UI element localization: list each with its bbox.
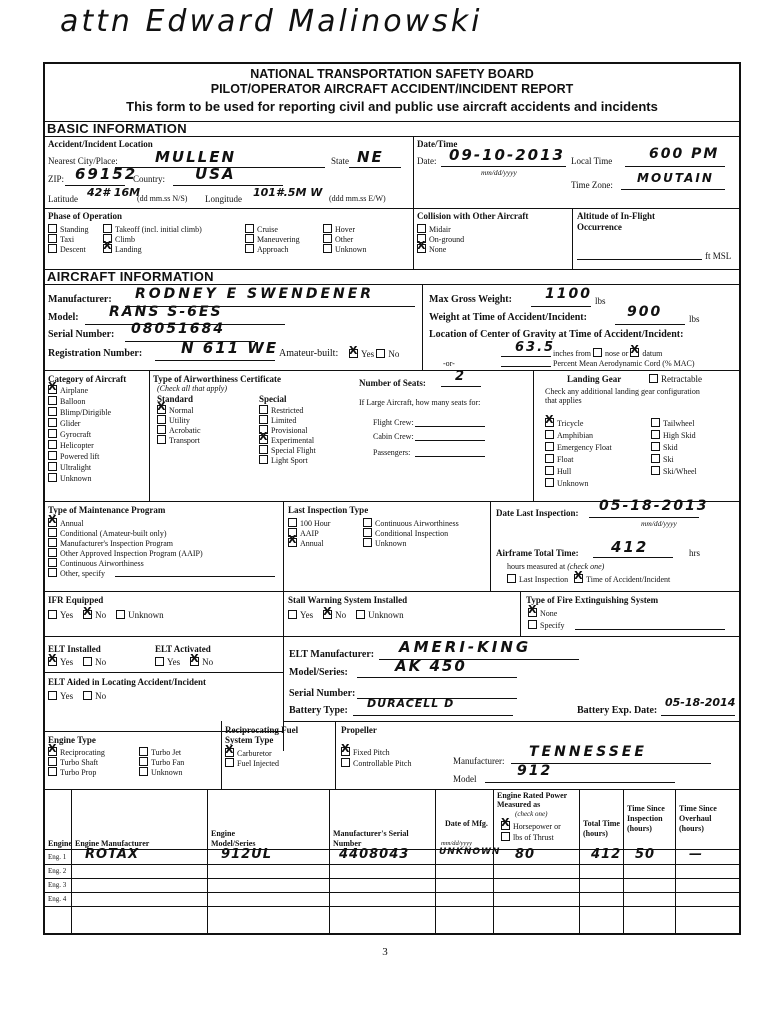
gear-right-checkbox-2[interactable] (651, 442, 660, 451)
longitude-label: Longitude (205, 194, 242, 204)
phase-label-8: Approach (257, 245, 289, 254)
maint-label-0: Annual (60, 519, 84, 528)
model-value: RANS S-6ES (109, 304, 223, 320)
maint-label-4: Continuous Airworthiness (60, 559, 144, 568)
gear-note: Check any additional landing gear configuration that applies (545, 387, 700, 405)
standard-checkbox-2[interactable] (157, 425, 166, 434)
categories-checkbox-0[interactable] (48, 385, 57, 394)
seats-value: 2 (455, 369, 467, 384)
gear-left-label-1: Amphibian (557, 431, 593, 440)
ntsb-form (43, 62, 741, 935)
eng-a-checkbox-1[interactable] (48, 757, 57, 766)
collisions-checkbox-0[interactable] (417, 224, 426, 233)
gear-left-checkbox-0[interactable] (545, 418, 554, 427)
agency-title: NATIONAL TRANSPORTATION SAFETY BOARD (250, 67, 534, 81)
inspect-b-checkbox-0[interactable] (363, 518, 372, 527)
fuel-checkbox-0[interactable] (225, 748, 234, 757)
phase-checkbox-10[interactable] (323, 234, 332, 243)
standard-checkbox-1[interactable] (157, 415, 166, 424)
engine-row-1-power: 80 (515, 847, 536, 862)
phase-label-7: Maneuvering (257, 235, 300, 244)
registration-label: Registration Number: (48, 348, 143, 359)
categories-checkbox-7[interactable] (48, 462, 57, 471)
last-inspection-label: Last Inspection Type (288, 505, 369, 515)
gear-right-label-2: Skid (663, 443, 678, 452)
mgw-unit: lbs (595, 296, 606, 306)
fuel-label-1: Fuel Injected (237, 759, 279, 768)
zip-value: 69152 (75, 165, 138, 183)
elt-manufacturer-label: ELT Manufacturer: (289, 649, 375, 660)
collisions-label-1: On-ground (429, 235, 465, 244)
registration-value: N 611 WE (181, 339, 279, 357)
gear-left-label-0: Tricycle (557, 419, 584, 428)
fire-ext-label: Type of Fire Extinguishing System (526, 595, 659, 605)
cg-nose-label: nose or (605, 349, 629, 358)
altitude-label: Altitude of In-Flight Occurrence (577, 211, 656, 232)
gear-right-checkbox-1[interactable] (651, 430, 660, 439)
fire-label-0: None (540, 609, 558, 618)
time-of-accident-checkbox[interactable] (574, 574, 583, 583)
stall-checkbox-0[interactable] (288, 610, 297, 619)
prop-label-0: Fixed Pitch (353, 748, 390, 757)
col-since-overhaul: Time Since Overhaul (hours) (679, 804, 717, 833)
eng-b-checkbox-1[interactable] (139, 757, 148, 766)
categories-label-1: Balloon (60, 397, 86, 406)
battery-type-value: DURACELL D (367, 697, 455, 710)
prop-manufacturer-label: Manufacturer: (453, 756, 505, 766)
inspect-b-checkbox-1[interactable] (363, 528, 372, 537)
gear-left-label-4: Hull (557, 467, 572, 476)
country-label: Country: (133, 174, 166, 184)
datetime-label: Date/Time (417, 139, 458, 149)
collision-label: Collision with Other Aircraft (417, 211, 529, 221)
fuel-label-0: Carburetor (237, 749, 272, 758)
special-checkbox-5[interactable] (259, 455, 268, 464)
maint-checkbox-1[interactable] (48, 528, 57, 537)
date-format: mm/dd/yyyy (481, 168, 517, 177)
section-basic-information: BASIC INFORMATION (47, 121, 187, 136)
stall-warning-label: Stall Warning System Installed (288, 595, 408, 605)
categories-label-3: Glider (60, 419, 81, 428)
check-one-note: (check one) (567, 562, 605, 571)
engine-row-1-serial: 4408043 (339, 847, 410, 862)
airframe-unit: hrs (689, 548, 700, 558)
elt-aid-label-0: Yes (60, 691, 74, 701)
cg-units: inches from (553, 349, 591, 358)
col-date-mfg: Date of Mfg. (445, 819, 488, 828)
country-value: USA (195, 165, 236, 183)
phase-checkbox-1[interactable] (48, 234, 57, 243)
time-zone-label: Time Zone: (571, 180, 613, 190)
cg-nose-checkbox[interactable] (593, 348, 602, 357)
maint-label-2: Manufacturer's Inspection Program (60, 539, 173, 548)
phase-checkbox-9[interactable] (323, 224, 332, 233)
engine-row-1-insp: 50 (635, 847, 656, 862)
eng-b-label-2: Unknown (151, 768, 183, 777)
categories-checkbox-5[interactable] (48, 440, 57, 449)
col-power: Engine Rated Power Measured as (497, 791, 568, 809)
local-time-value: 600 PM (649, 146, 720, 162)
ifr-label: IFR Equipped (48, 595, 104, 605)
amateur-yes-checkbox[interactable] (349, 349, 358, 358)
seats-label: Number of Seats: (359, 378, 426, 388)
prop-checkbox-1[interactable] (341, 758, 350, 767)
standard-label-2: Acrobatic (169, 426, 201, 435)
date-last-inspection-value: 05-18-2013 (599, 498, 709, 514)
standard-label-1: Utility (169, 416, 190, 425)
inspect-b-label-1: Conditional Inspection (375, 529, 449, 538)
special-label-4: Special Flight (271, 446, 316, 455)
cg-datum-label: datum (642, 349, 663, 358)
horsepower-option: Horsepower or (513, 822, 561, 831)
maint-checkbox-4[interactable] (48, 558, 57, 567)
collisions-checkbox-2[interactable] (417, 244, 426, 253)
gear-right-checkbox-4[interactable] (651, 466, 660, 475)
categories-checkbox-8[interactable] (48, 473, 57, 482)
phase-label-0: Standing (60, 225, 89, 234)
categories-label-4: Gyrocraft (60, 430, 92, 439)
manufacturer-value: RODNEY E SWENDENER (135, 286, 375, 302)
max-gross-weight-value: 1100 (545, 286, 592, 302)
eng-a-label-1: Turbo Shaft (60, 758, 99, 767)
stall-label-1: No (335, 610, 347, 620)
horsepower-checkbox[interactable] (501, 821, 510, 830)
date-last-inspection-label: Date Last Inspection: (496, 508, 579, 518)
categories-checkbox-1[interactable] (48, 396, 57, 405)
special-checkbox-4[interactable] (259, 445, 268, 454)
manufacturer-label: Manufacturer: (48, 294, 112, 305)
fuel-system-label: Reciprocating Fuel System Type (225, 725, 299, 745)
standard-label-0: Normal (169, 406, 194, 415)
maint-checkbox-5[interactable] (48, 568, 57, 577)
phase-label-10: Other (335, 235, 354, 244)
elt-manufacturer-value: AMERI-KING (399, 638, 532, 656)
date-value: 09-10-2013 (449, 146, 565, 164)
prop-manufacturer-value: TENNESSEE (529, 744, 647, 760)
engine-row-1-date: UNKNOWN (439, 847, 501, 857)
engine-row-1-eng: Eng. 1 (48, 853, 67, 861)
col-total-time: Total Time (hours) (583, 819, 620, 838)
time-of-accident-option: Time of Accident/Incident (586, 575, 671, 584)
gear-right-checkbox-0[interactable] (651, 418, 660, 427)
phase-label-3: Takeoff (incl. initial climb) (115, 225, 202, 234)
phase-checkbox-0[interactable] (48, 224, 57, 233)
col-date-format: mm/dd/yyyy (441, 840, 473, 847)
page-number: 3 (382, 946, 388, 958)
form-title: PILOT/OPERATOR AIRCRAFT ACCIDENT/INCIDENT REPORT (210, 82, 574, 96)
elt-installed-label: ELT Installed (48, 644, 101, 654)
elt-activated-label: ELT Activated (155, 644, 211, 654)
special-label-1: Limited (271, 416, 297, 425)
engine-row-4-eng: Eng. 4 (48, 895, 67, 903)
special-label-3: Experimental (271, 436, 315, 445)
weight-unit: lbs (689, 314, 700, 324)
gear-left-label-2: Emergency Float (557, 443, 612, 452)
maintenance-label: Type of Maintenance Program (48, 505, 166, 515)
elt-inst-label-1: No (95, 657, 107, 667)
gear-left-checkbox-3[interactable] (545, 454, 554, 463)
elt-act-label-1: No (202, 657, 214, 667)
special-label: Special (259, 394, 287, 404)
engine-row-1-oh: — (689, 847, 703, 862)
airframe-time-label: Airframe Total Time: (496, 548, 579, 558)
phase-checkbox-5[interactable] (103, 244, 112, 253)
gear-right-label-0: Tailwheel (663, 419, 695, 428)
engine-row-1-model: 912UL (221, 847, 272, 862)
fuel-checkbox-1[interactable] (225, 758, 234, 767)
phase-checkbox-2[interactable] (48, 244, 57, 253)
elt-serial-label: Serial Number: (289, 688, 356, 699)
phase-of-operation-label: Phase of Operation (48, 211, 122, 221)
large-aircraft-label: If Large Aircraft, how many seats for: (359, 398, 481, 407)
inspect-b-checkbox-2[interactable] (363, 538, 372, 547)
gear-right-label-3: Ski (663, 455, 674, 464)
elt-model-label: Model/Series: (289, 667, 348, 678)
maint-checkbox-0[interactable] (48, 518, 57, 527)
inspect-b-label-2: Unknown (375, 539, 407, 548)
categories-label-0: Airplane (60, 386, 88, 395)
maint-label-1: Conditional (Amateur-built only) (60, 529, 167, 538)
ifr-checkbox-2[interactable] (116, 610, 125, 619)
gear-left-label-3: Float (557, 455, 574, 464)
phase-label-2: Descent (60, 245, 86, 254)
latitude-format: (dd mm.ss N/S) (137, 194, 188, 203)
ifr-checkbox-1[interactable] (83, 610, 92, 619)
col-engine-model: Engine Model/Series (211, 829, 256, 848)
amateur-built-label: Amateur-built: (279, 348, 339, 359)
standard-checkbox-0[interactable] (157, 405, 166, 414)
battery-exp-label: Battery Exp. Date: (577, 705, 658, 716)
gear-right-checkbox-3[interactable] (651, 454, 660, 463)
fire-checkbox-1[interactable] (528, 620, 537, 629)
maint-checkbox-3[interactable] (48, 548, 57, 557)
eng-b-checkbox-0[interactable] (139, 747, 148, 756)
standard-label: Standard (157, 394, 194, 404)
latitude-label: Latitude (48, 194, 78, 204)
cg-datum-checkbox[interactable] (630, 348, 639, 357)
categories-checkbox-2[interactable] (48, 407, 57, 416)
serial-value: 08051684 (131, 321, 225, 337)
categories-label-8: Unknown (60, 474, 92, 483)
gear-left-checkbox-5[interactable] (545, 478, 554, 487)
elt-inst-checkbox-0[interactable] (48, 657, 57, 666)
category-label: Category of Aircraft (48, 374, 127, 384)
elt-model-value: AK 450 (395, 657, 467, 675)
phase-checkbox-3[interactable] (103, 224, 112, 233)
categories-checkbox-6[interactable] (48, 451, 57, 460)
city-label: Nearest City/Place: (48, 156, 118, 166)
engine-row-1-mfr: ROTAX (85, 847, 140, 862)
serial-label: Serial Number: (48, 329, 115, 340)
special-checkbox-0[interactable] (259, 405, 268, 414)
longitude-value: 101#.5M W (253, 186, 323, 199)
engine-row-1-total: 412 (591, 847, 622, 862)
standard-label-3: Transport (169, 436, 200, 445)
stall-label-0: Yes (300, 610, 314, 620)
time-zone-value: MOUTAIN (637, 171, 714, 185)
ifr-label-1: No (95, 610, 107, 620)
fire-label-1: Specify (540, 621, 565, 630)
passengers-label: Passengers: (373, 448, 411, 457)
special-checkbox-3[interactable] (259, 435, 268, 444)
maint-label-3: Other Approved Inspection Program (AAIP) (60, 549, 203, 558)
city-value: MULLEN (155, 148, 237, 166)
local-time-label: Local Time (571, 156, 613, 166)
phase-checkbox-11[interactable] (323, 244, 332, 253)
categories-label-6: Powered lift (60, 452, 100, 461)
categories-checkbox-4[interactable] (48, 429, 57, 438)
amateur-no-checkbox[interactable] (376, 349, 385, 358)
gear-right-label-4: Ski/Wheel (663, 467, 697, 476)
special-label-0: Restricted (271, 406, 304, 415)
prop-label-1: Controllable Pitch (353, 759, 412, 768)
eng-b-checkbox-2[interactable] (139, 767, 148, 776)
last-inspection-option: Last Inspection (519, 575, 569, 584)
airworthiness-note: (Check all that apply) (157, 384, 227, 393)
state-value: NE (357, 148, 384, 166)
stall-label-2: Unknown (368, 610, 404, 620)
engine-type-label: Engine Type (48, 735, 96, 745)
battery-exp-value: 05-18-2014 (665, 696, 736, 709)
latitude-value: 42# 16M (87, 186, 141, 199)
date-label: Date: (417, 156, 437, 166)
categories-label-2: Blimp/Dirigible (60, 408, 112, 417)
landing-gear-label: Landing Gear (567, 374, 622, 384)
amateur-yes-label: Yes (361, 349, 375, 359)
collisions-label-2: None (429, 245, 447, 254)
phase-label-4: Climb (115, 235, 136, 244)
phase-checkbox-8[interactable] (245, 244, 254, 253)
eng-a-checkbox-2[interactable] (48, 767, 57, 776)
phase-label-5: Landing (115, 245, 142, 254)
engine-row-3-eng: Eng. 3 (48, 881, 67, 889)
col-power-note: (check one) (515, 810, 548, 818)
elt-act-checkbox-1[interactable] (190, 657, 199, 666)
hours-measured-label: hours measured at (507, 562, 566, 571)
phase-label-1: Taxi (60, 235, 75, 244)
model-label: Model: (48, 312, 79, 323)
thrust-checkbox[interactable] (501, 832, 510, 841)
elt-inst-checkbox-1[interactable] (83, 657, 92, 666)
zip-label: ZIP: (48, 174, 65, 184)
inspection-date-format: mm/dd/yyyy (641, 519, 677, 528)
categories-label-7: Ultralight (60, 463, 92, 472)
amateur-no-label: No (388, 349, 400, 359)
retractable-checkbox[interactable] (649, 374, 658, 383)
prop-model-value: 912 (517, 763, 553, 779)
inspect-a-label-0: 100 Hour (300, 519, 331, 528)
ifr-label-2: Unknown (128, 610, 164, 620)
phase-label-9: Hover (335, 225, 355, 234)
prop-model-label: Model (453, 774, 477, 784)
categories-checkbox-3[interactable] (48, 418, 57, 427)
col-engine-manufacturer: Engine Manufacturer (75, 839, 150, 848)
cg-value: 63.5 (515, 340, 556, 355)
state-label: State (331, 156, 349, 166)
eng-a-checkbox-0[interactable] (48, 747, 57, 756)
retractable-label: Retractable (661, 374, 702, 384)
thrust-option: lbs of Thrust (513, 833, 554, 842)
maint-label-5: Other, specify (60, 569, 105, 578)
weight-at-time-value: 900 (627, 304, 663, 320)
stall-checkbox-2[interactable] (356, 610, 365, 619)
gear-left-checkbox-1[interactable] (545, 430, 554, 439)
handwritten-signature: attn Edward Malinowski (60, 4, 483, 39)
gear-left-checkbox-4[interactable] (545, 466, 554, 475)
longitude-format: (ddd mm.ss E/W) (329, 194, 386, 203)
fire-checkbox-0[interactable] (528, 608, 537, 617)
flight-crew-label: Flight Crew: (373, 418, 414, 427)
collisions-label-0: Midair (429, 225, 451, 234)
location-label: Accident/Incident Location (48, 139, 153, 149)
cg-or: -or- (443, 359, 455, 368)
phase-checkbox-7[interactable] (245, 234, 254, 243)
elt-act-checkbox-0[interactable] (155, 657, 164, 666)
form-subtitle: This form to be used for reporting civil and public use aircraft accidents and incidents (126, 99, 658, 114)
elt-aid-checkbox-0[interactable] (48, 691, 57, 700)
section-aircraft-information: AIRCRAFT INFORMATION (47, 269, 214, 284)
eng-b-label-1: Turbo Fan (151, 758, 185, 767)
stall-checkbox-1[interactable] (323, 610, 332, 619)
max-gross-weight-label: Max Gross Weight: (429, 294, 512, 305)
propeller-label: Propeller (341, 725, 377, 735)
col-serial: Manufacturer's Serial Number (333, 829, 409, 848)
categories-label-5: Helicopter (60, 441, 94, 450)
prop-checkbox-0[interactable] (341, 747, 350, 756)
inspect-a-label-2: Annual (300, 539, 324, 548)
ifr-label-0: Yes (60, 610, 74, 620)
elt-aid-checkbox-1[interactable] (83, 691, 92, 700)
airworthiness-label: Type of Airworthiness Certificate (153, 374, 282, 384)
special-label-5: Light Sport (271, 456, 308, 465)
phase-label-11: Unknown (335, 245, 367, 254)
cg-mac-label: Percent Mean Aerodynamic Cord (% MAC) (553, 359, 695, 368)
altitude-unit: ft MSL (705, 251, 732, 261)
special-label-2: Provisional (271, 426, 308, 435)
eng-b-label-0: Turbo Jet (151, 748, 182, 757)
elt-aided-label: ELT Aided in Locating Accident/Incident (48, 677, 207, 687)
inspect-a-checkbox-0[interactable] (288, 518, 297, 527)
cg-label: Location of Center of Gravity at Time of Accident/Incident: (429, 329, 684, 340)
maint-checkbox-2[interactable] (48, 538, 57, 547)
engine-row-2-eng: Eng. 2 (48, 867, 67, 875)
gear-right-label-1: High Skid (663, 431, 696, 440)
phase-label-6: Cruise (257, 225, 278, 234)
col-engine: Engine (48, 839, 73, 848)
gear-left-label-5: Unknown (557, 479, 589, 488)
weight-at-time-label: Weight at Time of Accident/Incident: (429, 312, 587, 323)
eng-a-label-0: Reciprocating (60, 748, 105, 757)
eng-a-label-2: Turbo Prop (60, 768, 97, 777)
special-checkbox-1[interactable] (259, 415, 268, 424)
inspect-a-label-1: AAIP (300, 529, 319, 538)
battery-type-label: Battery Type: (289, 705, 348, 716)
ifr-checkbox-0[interactable] (48, 610, 57, 619)
elt-inst-label-0: Yes (60, 657, 74, 667)
cabin-crew-label: Cabin Crew: (373, 432, 414, 441)
standard-checkbox-3[interactable] (157, 435, 166, 444)
elt-act-label-0: Yes (167, 657, 181, 667)
airframe-time-value: 412 (611, 538, 649, 556)
last-inspection-checkbox[interactable] (507, 574, 516, 583)
col-since-inspection: Time Since Inspection (hours) (627, 804, 665, 833)
elt-aid-label-1: No (95, 691, 107, 701)
inspect-b-label-0: Continuous Airworthiness (375, 519, 459, 528)
inspect-a-checkbox-2[interactable] (288, 538, 297, 547)
phase-checkbox-6[interactable] (245, 224, 254, 233)
gear-left-checkbox-2[interactable] (545, 442, 554, 451)
